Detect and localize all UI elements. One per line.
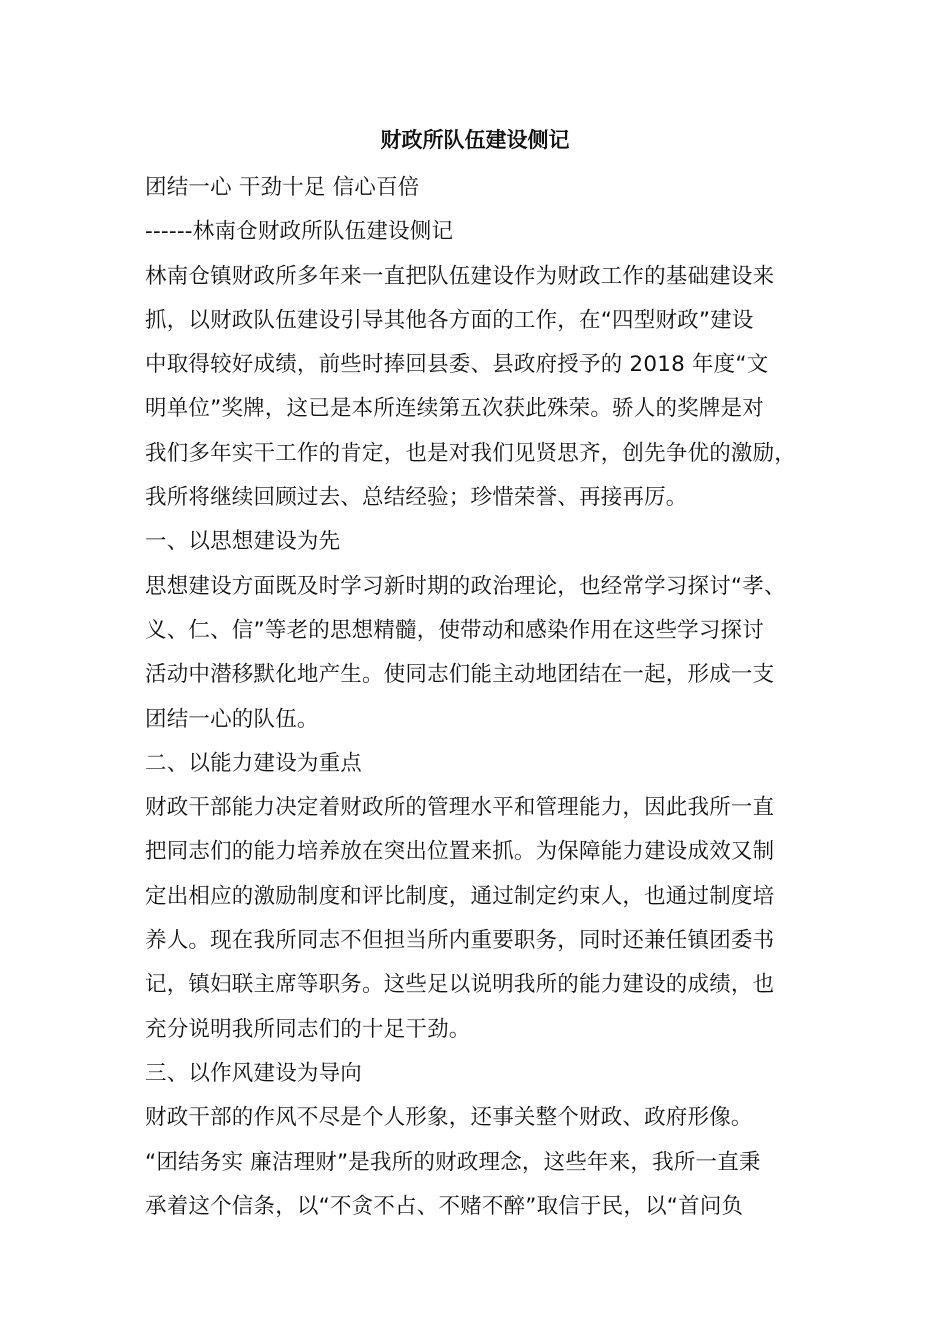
paragraph-line: 承着这个信条，以“不贪不占、不赌不醉”取信于民，以“首问负 (145, 1193, 744, 1219)
paragraph-line: 我所将继续回顾过去、总结经验；珍惜荣誉、再接再厉。 (145, 485, 688, 511)
paragraph-line: 养人。现在我所同志不但担当所内重要职务，同时还兼任镇团委书 (145, 928, 775, 954)
paragraph-line: 思想建设方面既及时学习新时期的政治理论，也经常学习探讨“孝、 (145, 573, 786, 599)
document-body (145, 166, 820, 1229)
paragraph-line: 明单位”奖牌，这已是本所连续第五次获此殊荣。骄人的奖牌是对 (145, 396, 764, 422)
paragraph-line: 记，镇妇联主席等职务。这些足以说明我所的能力建设的成绩，也 (145, 972, 775, 998)
paragraph-line: 抓，以财政队伍建设引导其他各方面的工作，在“四型财政”建设 (145, 307, 754, 333)
document-title: 财政所队伍建设侧记 (380, 128, 570, 152)
subtitle-line: 团结一心 干劲十足 信心百倍 (145, 175, 420, 200)
section-heading: 二、以能力建设为重点 (145, 750, 363, 776)
paragraph-line: 我们多年实干工作的肯定，也是对我们见贤思齐，创先争优的激励， (145, 440, 797, 466)
section-heading: 一、以思想建设为先 (145, 529, 341, 555)
paragraph-line: 中取得较好成绩，前些时捧回县委、县政府授予的 2018 年度“文 (145, 352, 769, 378)
paragraph-line: 财政干部能力决定着财政所的管理水平和管理能力，因此我所一直 (145, 795, 775, 821)
paragraph-line: “团结务实 廉洁理财”是我所的财政理念，这些年来，我所一直秉 (145, 1149, 761, 1175)
paragraph-line: 定出相应的激励制度和评比制度，通过制定约束人，也通过制度培 (145, 883, 775, 909)
paragraph-line: 把同志们的能力培养放在突出位置来抓。为保障能力建设成效又制 (145, 839, 775, 865)
paragraph-line: 林南仓镇财政所多年来一直把队伍建设作为财政工作的基础建设来 (145, 263, 775, 289)
paragraph-line: 充分说明我所同志们的十足干劲。 (145, 1016, 471, 1042)
paragraph-line: 义、仁、信”等老的思想精髓，使带动和感染作用在这些学习探讨 (145, 617, 764, 643)
paragraph-line: 活动中潜移默化地产生。使同志们能主动地团结在一起，形成一支 (145, 662, 775, 688)
paragraph-line: 团结一心的队伍。 (145, 706, 319, 732)
paragraph-line: 财政干部的作风不尽是个人形象，还事关整个财政、政府形像。 (145, 1105, 753, 1131)
byline: ------林南仓财政所队伍建设侧记 (145, 219, 454, 245)
section-heading: 三、以作风建设为导向 (145, 1060, 363, 1086)
